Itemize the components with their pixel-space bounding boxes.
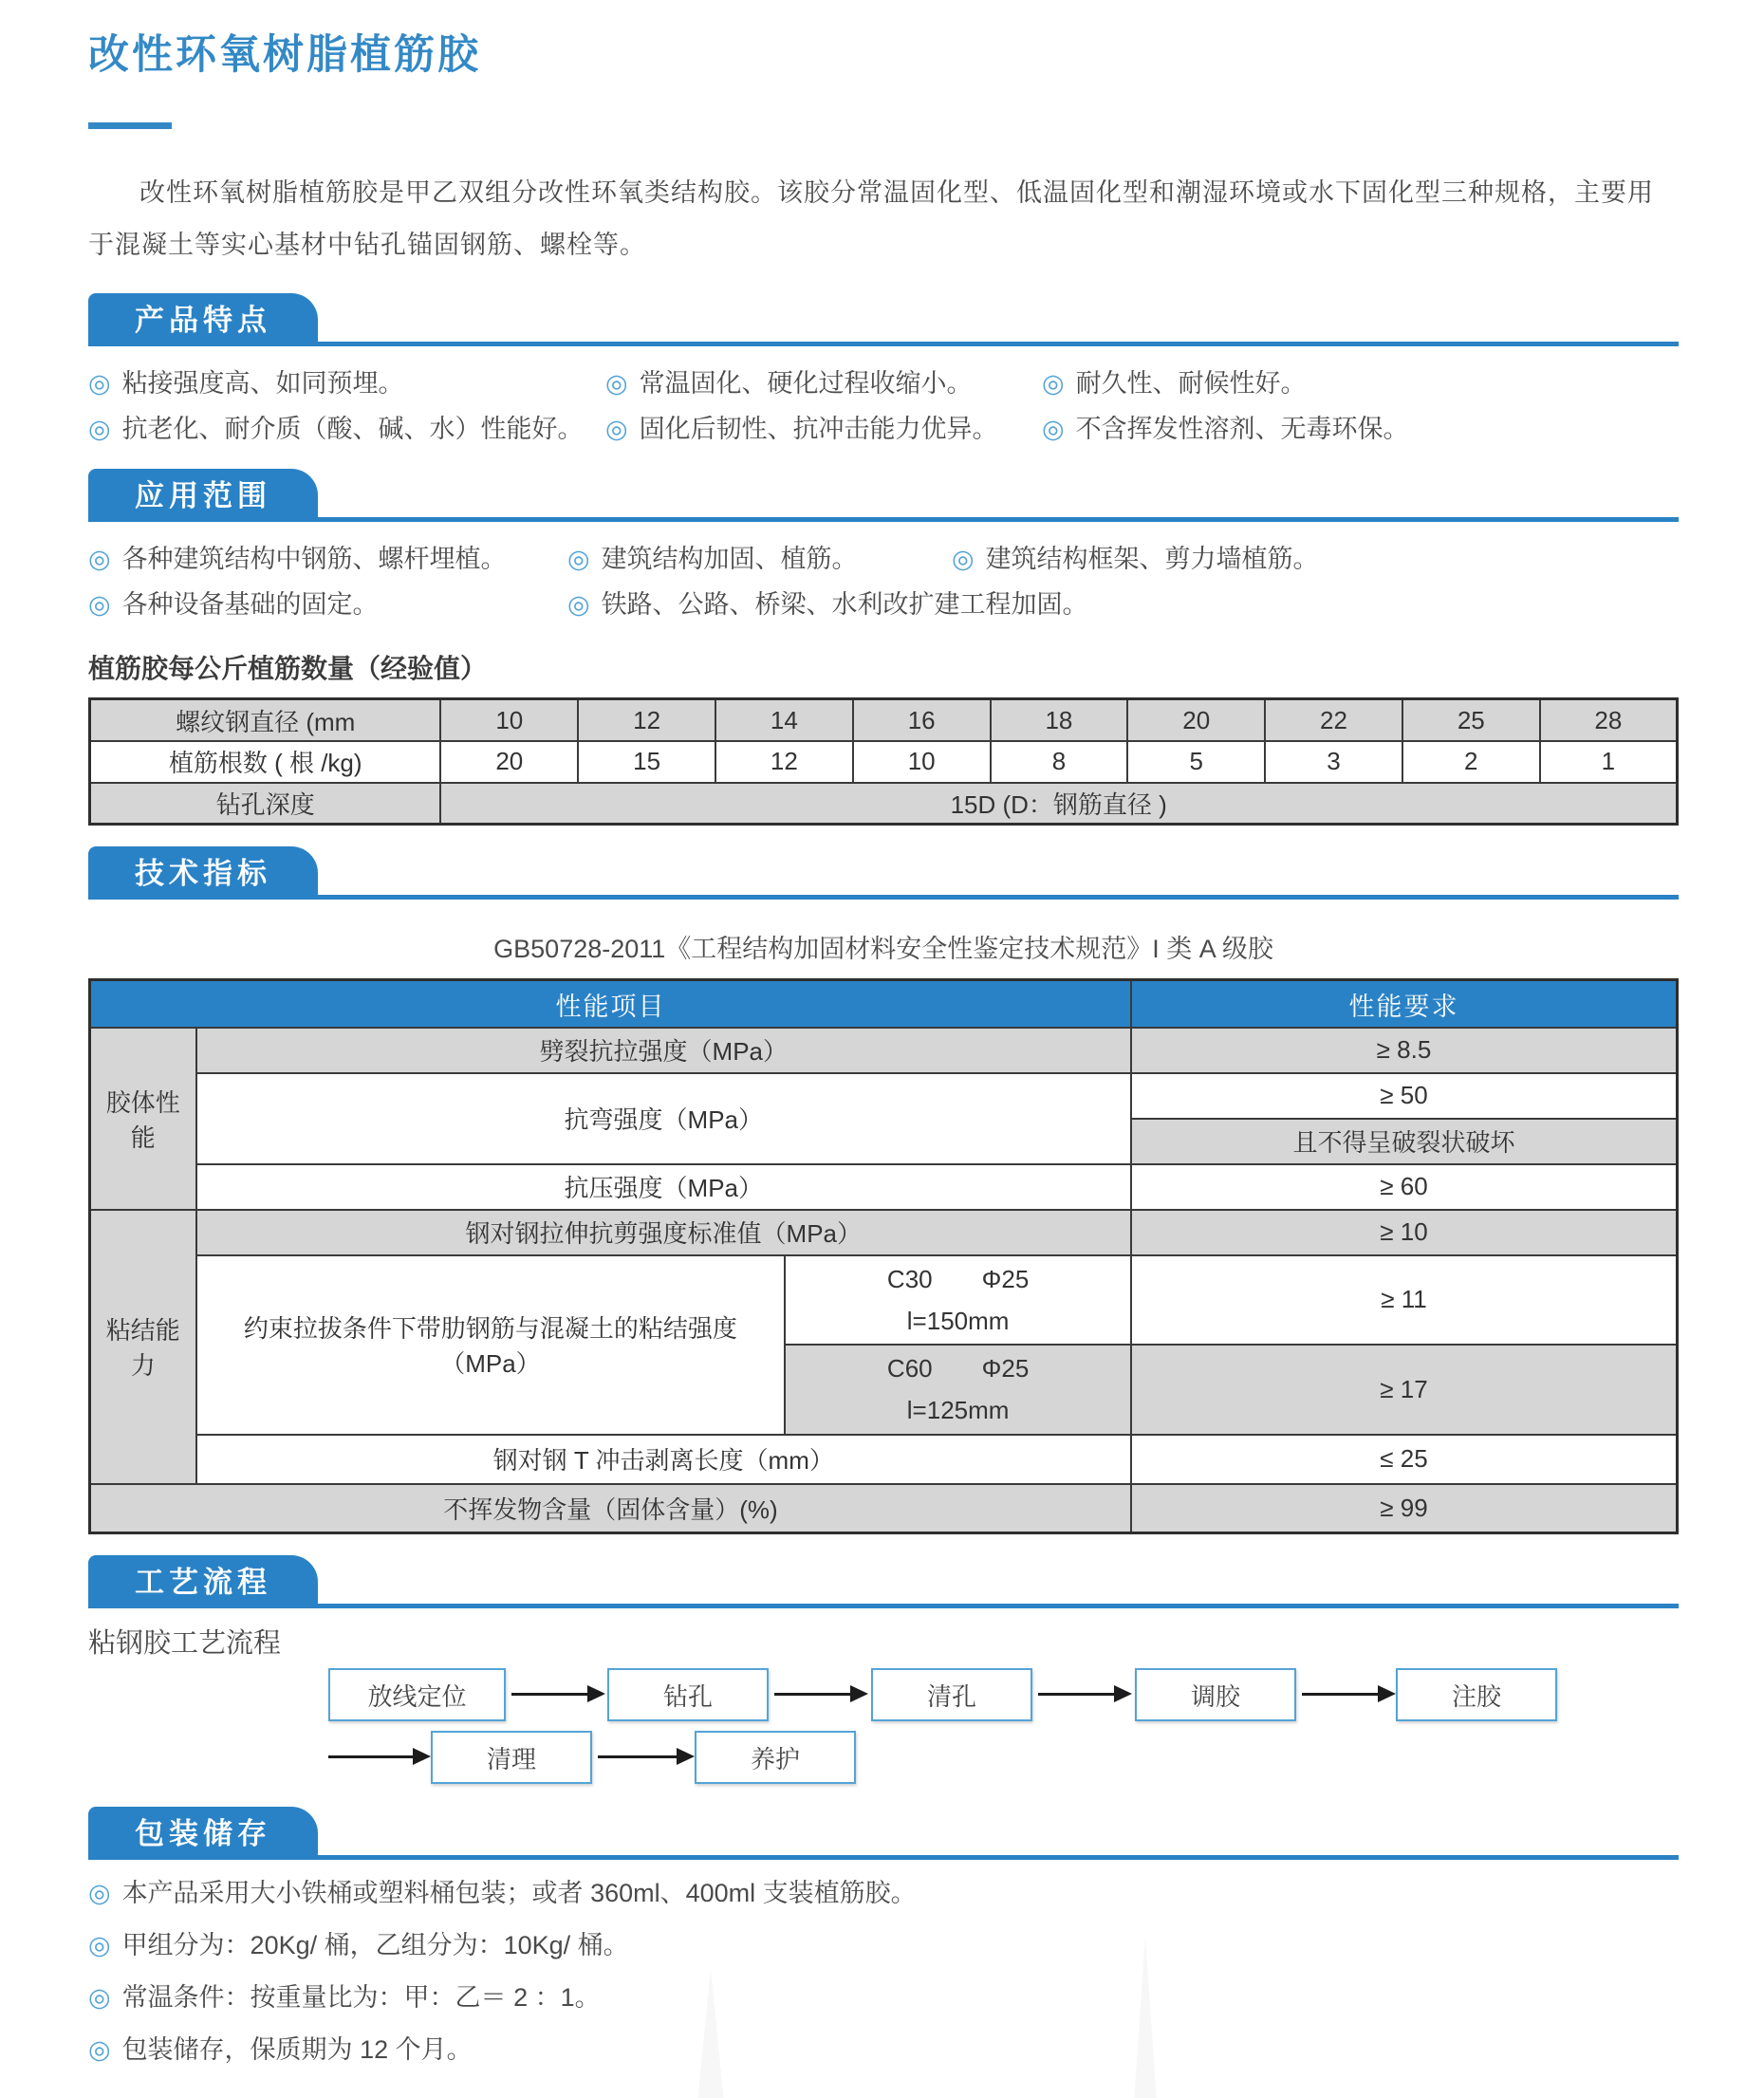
table-row <box>90 1484 1678 1533</box>
bullet-icon: ◎ <box>88 590 111 620</box>
bullet-icon: ◎ <box>605 414 628 443</box>
flow-step-layout: 放线定位 <box>328 1668 506 1721</box>
feature-text: 常温固化、硬化过程收缩小。 <box>639 368 973 398</box>
property-cell: 劈裂抗拉强度（MPa） <box>196 1028 1131 1073</box>
feature-text: 耐久性、耐候性好。 <box>1075 368 1307 398</box>
bullet-icon: ◎ <box>88 2035 111 2065</box>
bullet-icon: ◎ <box>567 544 590 573</box>
bullet-icon: ◎ <box>567 590 590 620</box>
table-cell: 1 <box>1540 741 1678 783</box>
packaging-bullet <box>88 1979 1679 2016</box>
condition-line: l=125mm <box>906 1396 1010 1425</box>
table-cell: 12 <box>715 741 853 783</box>
packaging-bullet <box>88 1875 1679 1912</box>
applications-row-2 <box>88 586 1679 623</box>
flow-step-inject-glue: 注胶 <box>1396 1668 1557 1721</box>
table-cell: 2 <box>1402 741 1540 783</box>
flow-arrow <box>328 1755 413 1758</box>
property-cell: 钢对钢 T 冲击剥离长度（mm） <box>196 1435 1131 1484</box>
table-row <box>90 1435 1678 1484</box>
row-label-cell: 植筋根数 ( 根 /kg) <box>90 741 441 783</box>
bullet-icon: ◎ <box>88 544 111 573</box>
packaging-text: 常温条件：按重量比为：甲：乙＝ 2 ：1。 <box>121 1983 601 2013</box>
feature-text: 固化后韧性、抗冲击能力优异。 <box>639 414 998 443</box>
feature-bullet <box>1042 411 1409 448</box>
table-cell: 20 <box>1127 699 1265 741</box>
tech-table-header <box>90 980 1678 1028</box>
value-cell: ≥ 11 <box>1131 1255 1678 1345</box>
table-row <box>90 1210 1678 1255</box>
property-cell: 钢对钢拉伸抗剪强度标准值（MPa） <box>196 1210 1131 1255</box>
header-cell: 性能要求 <box>1131 980 1678 1028</box>
value-cell: ≥ 99 <box>1131 1484 1678 1533</box>
bullet-icon: ◎ <box>88 1879 111 1907</box>
table-cell: 14 <box>715 699 853 741</box>
bullet-icon: ◎ <box>1042 414 1065 443</box>
bullet-icon: ◎ <box>88 1983 111 2013</box>
application-text: 各种设备基础的固定。 <box>121 590 379 620</box>
property-cell: 抗弯强度（MPa） <box>196 1073 1131 1164</box>
section-header-features <box>88 293 1679 346</box>
property-cell: 约束拉拔条件下带肋钢筋与混凝土的粘结强度（MPa） <box>196 1255 786 1435</box>
bullet-icon: ◎ <box>952 544 975 573</box>
table-cell: 10 <box>853 741 991 783</box>
packaging-bullets <box>88 1875 1679 2070</box>
flow-arrow <box>1302 1693 1378 1696</box>
application-bullet <box>88 541 567 578</box>
value-cell: ≥ 10 <box>1131 1210 1678 1255</box>
packaging-bullet <box>88 2032 1679 2069</box>
flow-step-mix-glue: 调胶 <box>1135 1668 1296 1721</box>
page-title: 改性环氧树脂植筋胶 <box>88 32 481 78</box>
table-row <box>90 1028 1678 1073</box>
title-underline <box>88 122 172 129</box>
feature-bullet <box>605 411 1042 448</box>
rebar-table <box>88 697 1679 826</box>
condition-line: C60 Φ25 <box>886 1354 1030 1383</box>
table-cell: 15 <box>578 741 715 783</box>
flow-arrow <box>1038 1693 1114 1696</box>
section-header-applications <box>88 469 1679 522</box>
value-cell: ≥ 60 <box>1131 1164 1678 1210</box>
packaging-bullet <box>88 1927 1679 1964</box>
packaging-text: 包装储存，保质期为 12 个月。 <box>121 2035 473 2065</box>
table-cell: 28 <box>1540 699 1678 741</box>
row-label-cell: 螺纹钢直径 (mm <box>90 699 441 741</box>
header-cell: 性能项目 <box>90 980 1131 1028</box>
feature-text: 不含挥发性溶剂、无毒环保。 <box>1075 414 1409 443</box>
application-bullet <box>88 586 567 623</box>
intro-paragraph: 改性环氧树脂植筋胶是甲乙双组分改性环氧类结构胶。该胶分常温固化型、低温固化型和潮湿环境或水下固化型三种规格，主要用于混凝土等实心基材中钻孔锚固钢筋、螺栓等。 <box>88 178 1654 260</box>
table-cell: 10 <box>440 699 578 741</box>
value-cell: 且不得呈破裂状破坏 <box>1131 1119 1678 1164</box>
applications-bullets <box>88 541 1679 623</box>
value-cell: ≤ 25 <box>1131 1435 1678 1484</box>
flow-arrow <box>774 1693 850 1696</box>
section-badge-applications: 应用范围 <box>88 469 318 517</box>
row-label-cell: 钻孔深度 <box>90 783 441 825</box>
flow-step-cleanup: 清理 <box>431 1731 592 1784</box>
table-row <box>90 1164 1678 1210</box>
table-cell: 20 <box>440 741 578 783</box>
features-row-2 <box>88 411 1679 448</box>
condition-cell <box>785 1255 1131 1345</box>
bullet-icon: ◎ <box>88 414 111 443</box>
application-text: 铁路、公路、桥梁、水利改扩建工程加固。 <box>601 590 1088 620</box>
condition-line: l=150mm <box>906 1306 1010 1335</box>
flow-step-drill: 钻孔 <box>607 1668 769 1721</box>
condition-cell <box>785 1345 1131 1434</box>
application-bullet <box>567 541 952 578</box>
table-cell: 18 <box>991 699 1128 741</box>
group-label-cell: 粘结能力 <box>90 1210 196 1484</box>
features-row-1 <box>88 365 1679 402</box>
process-flowchart <box>88 1668 1679 1786</box>
packaging-text: 本产品采用大小铁桶或塑料桶包装；或者 360ml、400ml 支装植筋胶。 <box>121 1879 917 1907</box>
rebar-table-title: 植筋胶每公斤植筋数量（经验值） <box>88 654 488 684</box>
value-cell: ≥ 8.5 <box>1131 1028 1678 1073</box>
section-header-tech <box>88 846 1679 900</box>
table-cell: 15D (D：钢筋直径 ) <box>440 783 1677 825</box>
tech-table <box>88 978 1679 1534</box>
watermark-shape <box>1134 1936 1157 2098</box>
bullet-icon: ◎ <box>605 368 628 398</box>
applications-row-1 <box>88 541 1679 578</box>
section-header-process <box>88 1555 1679 1608</box>
section-badge-process: 工艺流程 <box>88 1555 318 1604</box>
value-cell: ≥ 50 <box>1131 1073 1678 1119</box>
table-row <box>90 1073 1678 1119</box>
features-bullets <box>88 365 1679 448</box>
table-cell: 12 <box>578 699 715 741</box>
application-bullet <box>952 541 1319 578</box>
feature-bullet <box>88 365 605 402</box>
condition-line: C30 Φ25 <box>886 1264 1030 1293</box>
bullet-icon: ◎ <box>88 1931 111 1960</box>
flow-arrow <box>511 1693 587 1696</box>
table-cell: 3 <box>1265 741 1402 783</box>
section-badge-tech: 技术指标 <box>88 846 318 895</box>
table-row <box>90 699 1678 741</box>
packaging-text: 甲组分为：20Kg/ 桶，乙组分为：10Kg/ 桶。 <box>121 1931 629 1960</box>
section-badge-features: 产品特点 <box>88 293 318 342</box>
property-cell: 不挥发物含量（固体含量）(%) <box>90 1484 1131 1533</box>
bullet-icon: ◎ <box>88 368 111 398</box>
application-bullet <box>567 586 1088 623</box>
application-text: 建筑结构框架、剪力墙植筋。 <box>985 544 1319 573</box>
group-label-cell: 胶体性能 <box>90 1028 196 1210</box>
application-text: 各种建筑结构中钢筋、螺杆埋植。 <box>121 544 507 573</box>
feature-text: 粘接强度高、如同预埋。 <box>121 368 404 398</box>
property-cell: 抗压强度（MPa） <box>196 1164 1131 1210</box>
feature-bullet <box>88 411 605 448</box>
flow-step-curing: 养护 <box>695 1731 856 1784</box>
table-row <box>90 783 1678 825</box>
flow-step-clean-hole: 清孔 <box>871 1668 1032 1721</box>
value-cell: ≥ 17 <box>1131 1345 1678 1434</box>
bullet-icon: ◎ <box>1042 368 1065 398</box>
table-cell: 5 <box>1127 741 1265 783</box>
feature-bullet <box>605 365 1042 402</box>
table-cell: 25 <box>1402 699 1540 741</box>
watermark-shape <box>697 1969 724 2098</box>
flow-arrow <box>598 1755 677 1758</box>
table-row <box>90 1255 1678 1345</box>
feature-bullet <box>1042 365 1307 402</box>
table-cell: 22 <box>1265 699 1402 741</box>
section-header-packaging <box>88 1807 1679 1860</box>
table-row <box>90 741 1678 783</box>
standard-reference: GB50728-2011《工程结构加固材料安全性鉴定技术规范》I 类 A 级胶 <box>493 935 1273 964</box>
process-subtitle: 粘钢胶工艺流程 <box>88 1628 282 1659</box>
feature-text: 抗老化、耐介质（酸、碱、水）性能好。 <box>121 414 584 443</box>
table-cell: 8 <box>991 741 1128 783</box>
application-text: 建筑结构加固、植筋。 <box>601 544 858 573</box>
section-badge-packaging: 包装储存 <box>88 1807 318 1855</box>
table-cell: 16 <box>853 699 991 741</box>
